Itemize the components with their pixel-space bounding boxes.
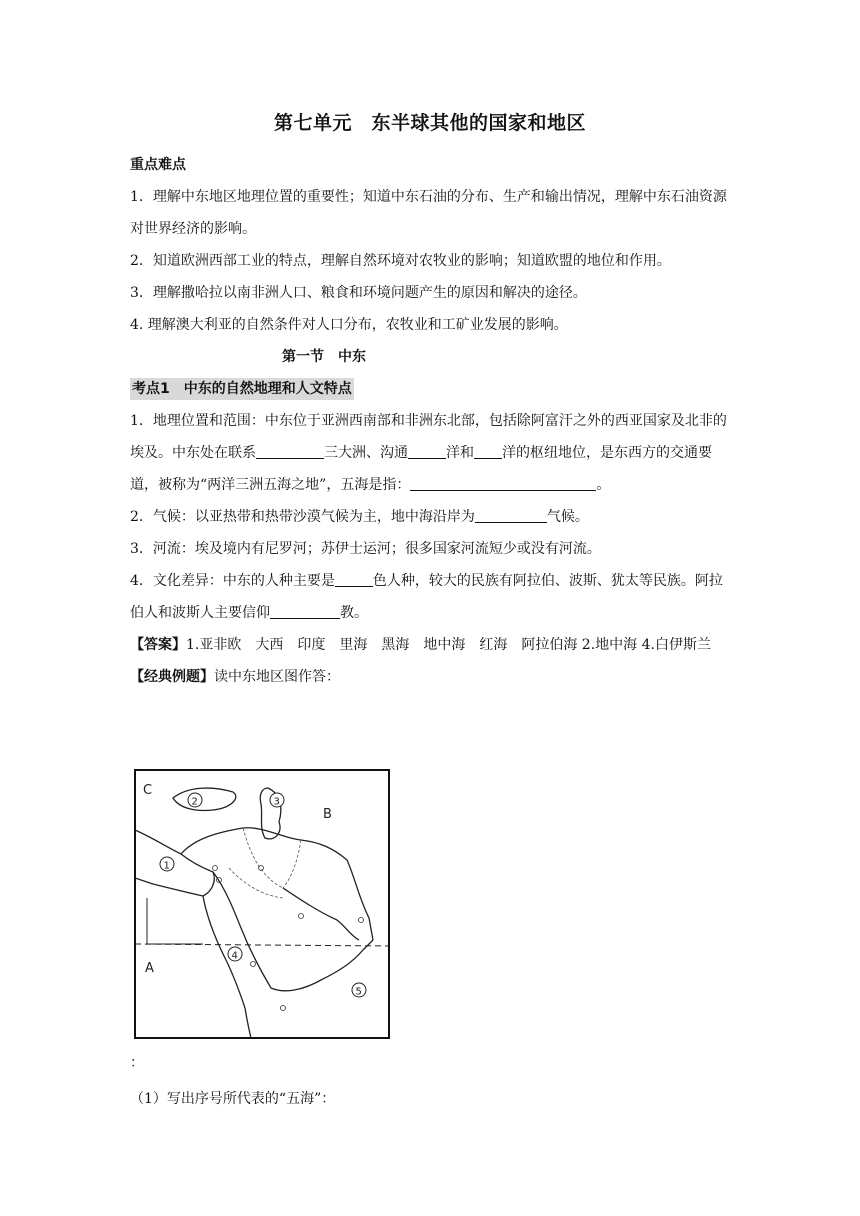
example — [130, 661, 730, 693]
item-2 — [130, 501, 730, 533]
map-label-a: A — [145, 961, 154, 976]
item-2-text-b: 气候。 — [546, 509, 589, 525]
item-1-text-b: 三大洲、沟通 — [324, 445, 408, 461]
item-2-text-a: 2．气候：以亚热带和热带沙漠气候为主，地中海沿岸为 — [130, 509, 475, 525]
exam-point-heading: 考点1 中东的自然地理和人文特点 — [130, 378, 354, 400]
page-title: 第七单元 东半球其他的国家和地区 — [273, 112, 586, 134]
map-marker-5 — [352, 983, 366, 998]
item-4-text-a: 4．文化差异：中东的人种主要是 — [130, 573, 335, 589]
key-points-heading: 重点难点 — [130, 157, 186, 173]
map-marker-2 — [188, 793, 202, 808]
item-4-text-b: 色人种，较大的民族有阿拉伯、波斯、犹太等民族。阿拉伯人和波斯人主要信仰 — [130, 573, 723, 621]
blank-ocean-1[interactable] — [408, 444, 446, 459]
item-1 — [130, 405, 730, 501]
answer-text: 1.亚非欧 大西 印度 里海 黑海 地中海 红海 阿拉伯海 2.地中海 4.白伊斯兰 — [186, 637, 711, 653]
key-point-2: 2．知道欧洲西部工业的特点，理解自然环境对农牧业的影响；知道欧盟的地位和作用。 — [130, 253, 671, 269]
item-1-text-d: 洋的枢纽地位，是东西方的交通要道，被称为“两洋三洲五海之地”，五海是指： — [130, 445, 712, 493]
question-1: （1）写出序号所代表的“五海”： — [130, 1091, 336, 1107]
item-1-text-e: 。 — [596, 477, 611, 493]
blank-continents[interactable] — [256, 444, 324, 459]
answer — [130, 629, 730, 661]
key-point-3: 3．理解撒哈拉以南非洲人口、粮食和环境问题产生的原因和解决的途径。 — [130, 285, 587, 301]
blank-five-seas[interactable] — [410, 476, 596, 491]
item-4 — [130, 565, 730, 629]
key-point-1: 1．理解中东地区地理位置的重要性；知道中东石油的分布、生产和输出情况，理解中东石油资源对世界经济的影响。 — [130, 189, 727, 237]
blank-ocean-2[interactable] — [474, 444, 502, 459]
blank-religion[interactable] — [270, 604, 340, 619]
map-marker-4 — [228, 947, 242, 962]
item-1-text-c: 洋和 — [446, 445, 474, 461]
map-label-c: C — [143, 783, 153, 798]
map-number-5: 5 — [355, 986, 362, 998]
map-marker-3 — [270, 793, 284, 808]
section-heading: 第一节 中东 — [282, 349, 366, 365]
colon-mark: ： — [130, 1055, 144, 1071]
blank-climate[interactable] — [475, 508, 547, 523]
example-label: 【经典例题】 — [130, 669, 214, 685]
map-number-3: 3 — [273, 796, 280, 808]
map-marker-1 — [160, 857, 174, 872]
map-number-4: 4 — [231, 950, 238, 962]
answer-label: 【答案】 — [130, 637, 186, 653]
map-number-1: 1 — [163, 860, 170, 872]
item-4-text-c: 教。 — [340, 605, 368, 621]
middle-east-map — [133, 768, 391, 1040]
exam-point-row — [130, 373, 730, 405]
blank-race[interactable] — [335, 572, 373, 587]
key-point-4: 4. 理解澳大利亚的自然条件对人口分布，农牧业和工矿业发展的影响。 — [130, 317, 568, 333]
item-3: 3．河流：埃及境内有尼罗河；苏伊士运河；很多国家河流短少或没有河流。 — [130, 541, 601, 557]
document-body — [130, 108, 730, 693]
item-1-text-a: 1．地理位置和范围：中东位于亚洲西南部和非洲东北部，包括除阿富汗之外的西亚国家及北非的埃及。中东处在联系 — [130, 413, 727, 461]
example-text: 读中东地区图作答： — [214, 669, 340, 685]
map-label-b: B — [323, 807, 332, 822]
map-number-2: 2 — [191, 796, 198, 808]
